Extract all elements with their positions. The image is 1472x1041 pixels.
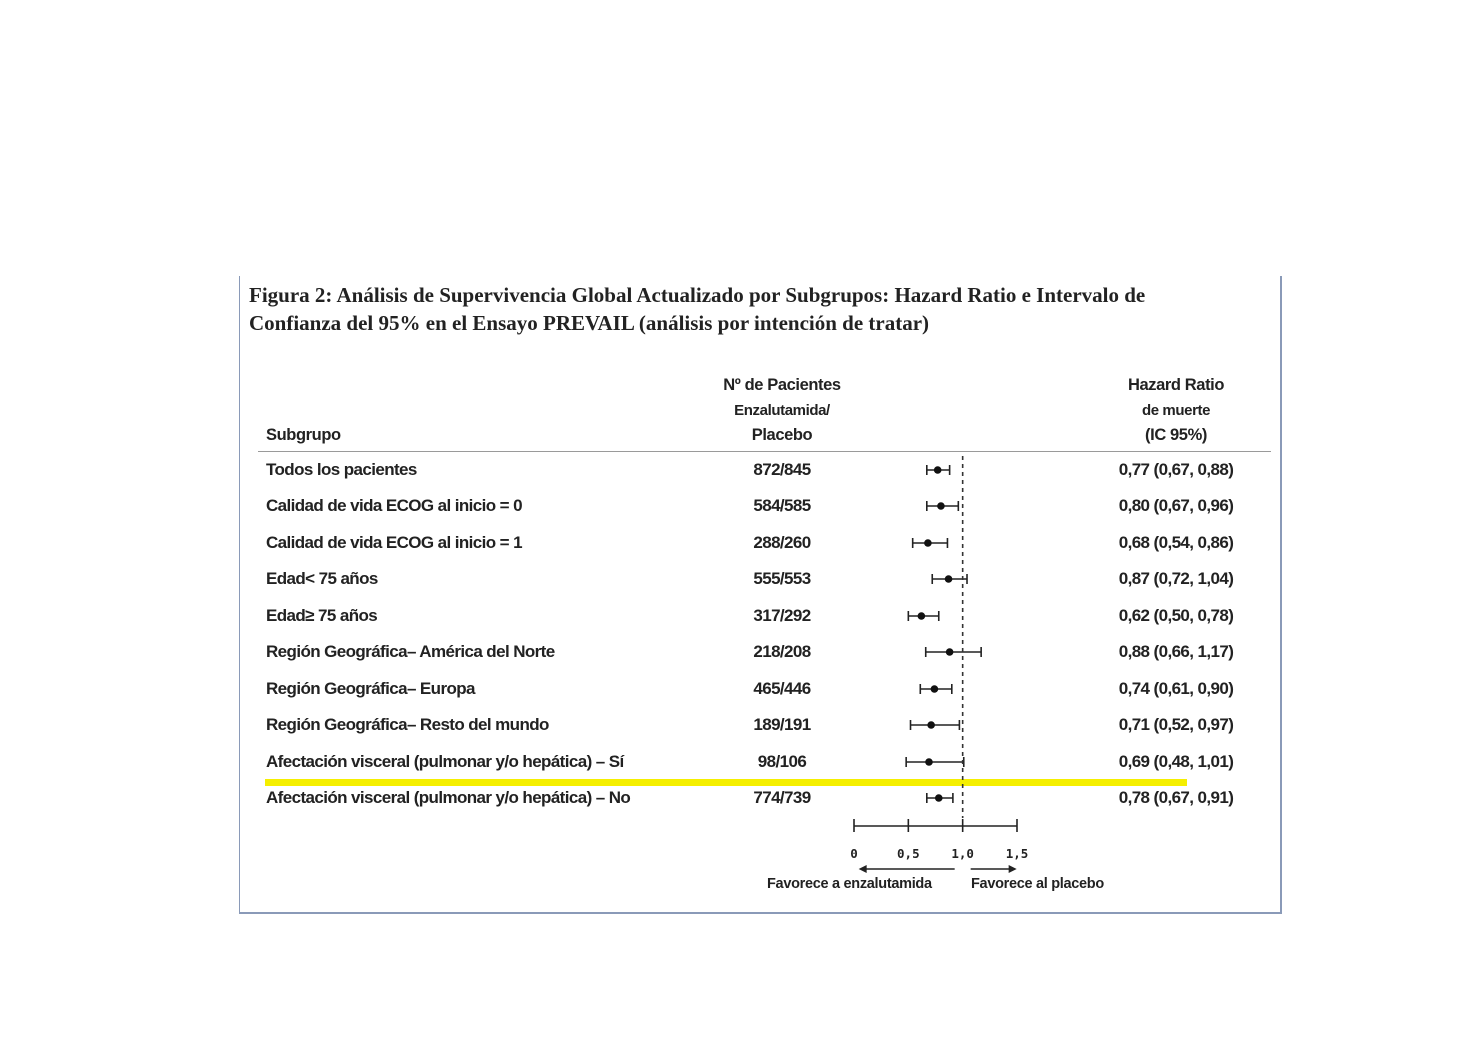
patient-count: 189/191 [753,715,811,734]
hazard-ratio-point [927,721,935,729]
subgroup-label: Calidad de vida ECOG al inicio = 0 [266,496,522,515]
arrow-left-head [859,865,867,873]
patient-count: 317/292 [753,606,811,625]
hazard-ratio-text: 0,74 (0,61, 0,90) [1118,679,1234,698]
hazard-ratio-point [934,466,942,474]
hazard-ratio-point [935,794,943,802]
hazard-ratio-text: 0,62 (0,50, 0,78) [1118,606,1234,625]
patient-count: 872/845 [753,460,811,479]
hazard-ratio-point [925,758,933,766]
hazard-ratio-text: 0,88 (0,66, 1,17) [1118,642,1234,661]
x-tick-label: 0 [850,846,858,861]
figure-title-line1: Figura 2: Análisis de Supervivencia Global Actualizado por Subgrupos: Hazard Ratio e Intervalo de [249,283,1146,307]
hr-header-line3: (IC 95%) [1145,426,1207,444]
subgroup-label: Edad≥ 75 años [266,606,378,625]
patient-count: 218/208 [753,642,811,661]
n-header-line2: Enzalutamida/ [734,402,830,419]
subgroup-label: Región Geográfica– América del Norte [266,642,555,661]
hazard-ratio-point [924,539,932,547]
figure-title-line2: Confianza del 95% en el Ensayo PREVAIL (análisis por intención de tratar) [249,311,930,335]
hazard-ratio-text: 0,78 (0,67, 0,91) [1118,788,1234,807]
arrow-right-label: Favorece al placebo [971,876,1104,892]
hazard-ratio-point [945,575,953,583]
patient-count: 774/739 [753,788,811,807]
patient-count: 555/553 [753,569,811,588]
x-tick-label: 0,5 [897,846,920,861]
patient-count: 465/446 [753,679,811,698]
subgroup-label: Edad< 75 años [266,569,378,588]
subgroup-label: Calidad de vida ECOG al inicio = 1 [266,533,522,552]
hazard-ratio-point [946,648,954,656]
subgroup-label: Afectación visceral (pulmonar y/o hepática) – Sí [266,752,624,771]
hr-header-line2: de muerte [1141,402,1211,419]
hazard-ratio-point [931,685,939,693]
subgroup-label: Todos los pacientes [266,460,417,479]
patient-count: 288/260 [753,533,811,552]
x-tick-label: 1,5 [1005,846,1029,861]
hazard-ratio-point [918,612,926,620]
hazard-ratio-text: 0,68 (0,54, 0,86) [1118,533,1234,552]
n-header-line3: Placebo [751,426,813,444]
subgroup-label: Región Geográfica– Europa [266,679,475,698]
patient-count: 584/585 [753,496,811,515]
hazard-ratio-point [937,502,945,510]
hr-header-line1: Hazard Ratio [1127,376,1225,394]
patient-count: 98/106 [757,752,807,771]
hazard-ratio-text: 0,80 (0,67, 0,96) [1118,496,1234,515]
subgroup-header: Subgrupo [266,426,341,444]
hazard-ratio-text: 0,77 (0,67, 0,88) [1118,460,1234,479]
x-tick-label: 1,0 [951,846,974,861]
hazard-ratio-text: 0,69 (0,48, 1,01) [1118,752,1234,771]
arrow-right-head [1009,865,1017,873]
arrow-left-label: Favorece a enzalutamida [767,876,932,892]
n-header-line1: Nº de Pacientes [723,376,841,394]
hazard-ratio-text: 0,71 (0,52, 0,97) [1118,715,1234,734]
subgroup-label: Afectación visceral (pulmonar y/o hepática) – No [266,788,631,807]
hazard-ratio-text: 0,87 (0,72, 1,04) [1118,569,1234,588]
subgroup-label: Región Geográfica– Resto del mundo [266,715,549,734]
